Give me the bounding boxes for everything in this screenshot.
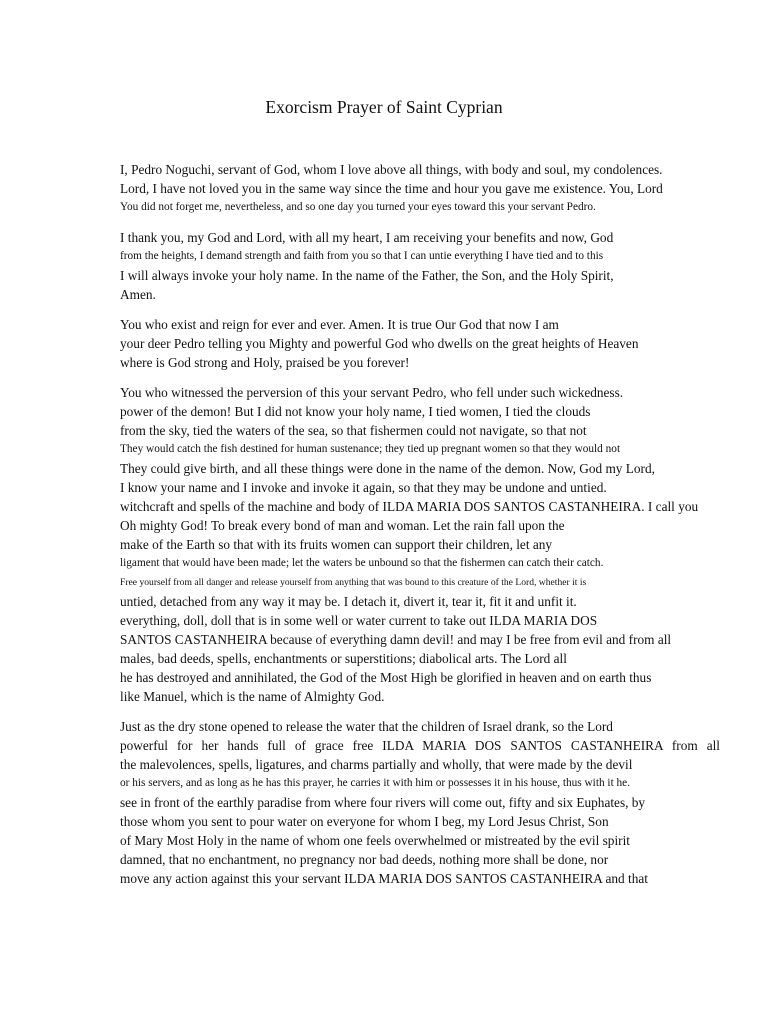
text-line: I thank you, my God and Lord, with all my heart, I am receiving your benefits and now, God: [120, 230, 614, 245]
text-line: SANTOS CASTANHEIRA because of everything damn devil! and may I be free from evil and from all: [120, 632, 672, 647]
paragraph: [120, 383, 720, 706]
paragraph: [120, 315, 720, 372]
text-line: ligament that would have been made; let the waters be unbound so that the fishermen can catch their catch.: [120, 557, 604, 569]
text-line: males, bad deeds, spells, enchantments or superstitions; diabolical arts. The Lord all: [120, 651, 567, 666]
text-line: You who exist and reign for ever and ever. Amen. It is true Our God that now I am: [120, 317, 559, 332]
paragraph: [120, 228, 720, 304]
text-line: see in front of the earthly paradise from where four rivers will come out, fifty and six Euphates, by: [120, 795, 646, 810]
text-line: They could give birth, and all these things were done in the name of the demon. Now, God my Lord,: [120, 461, 655, 476]
text-line: They would catch the fish destined for human sustenance; they tied up pregnant women so that they would not: [120, 443, 621, 455]
text-line: or his servers, and as long as he has this prayer, he carries it with him or possesses it in his house, thus with it he.: [120, 777, 631, 789]
text-line: those whom you sent to pour water on everyone for whom I beg, my Lord Jesus Christ, Son: [120, 814, 609, 829]
text-line: Just as the dry stone opened to release the water that the children of Israel drank, so the Lord: [120, 719, 613, 734]
text-line: your deer Pedro telling you Mighty and powerful God who dwells on the great heights of Heaven: [120, 336, 639, 351]
text-line: power of the demon! But I did not know your holy name, I tied women, I tied the clouds: [120, 404, 591, 419]
text-line: You did not forget me, nevertheless, and so one day you turned your eyes toward this your servant Pedro.: [120, 201, 596, 213]
text-line: You who witnessed the perversion of this your servant Pedro, who fell under such wickedness.: [120, 385, 624, 400]
text-line: from the sky, tied the waters of the sea, so that fishermen could not navigate, so that not: [120, 423, 587, 438]
text-line: he has destroyed and annihilated, the God of the Most High be glorified in heaven and on earth thus: [120, 670, 652, 685]
text-line: untied, detached from any way it may be. I detach it, divert it, tear it, fit it and unfit it.: [120, 594, 577, 609]
text-line: Free yourself from all danger and release yourself from anything that was bound to this creature of the Lord, whether it is: [120, 577, 587, 588]
text-line: I, Pedro Noguchi, servant of God, whom I love above all things, with body and soul, my condolences.: [120, 162, 663, 177]
text-line: everything, doll, doll that is in some well or water current to take out ILDA MARIA DOS: [120, 613, 598, 628]
text-line: move any action against this your servant ILDA MARIA DOS SANTOS CASTANHEIRA and that: [120, 871, 648, 886]
text-line: from the heights, I demand strength and faith from you so that I can untie everything I have tied and to this: [120, 250, 604, 262]
text-line: like Manuel, which is the name of Almighty God.: [120, 689, 385, 704]
document-title: Exorcism Prayer of Saint Cyprian: [265, 97, 503, 117]
text-line: powerful for her hands full of grace free ILDA MARIA DOS SANTOS CASTANHEIRA from all: [120, 738, 720, 753]
text-line: the malevolences, spells, ligatures, and charms partially and wholly, that were made by the devil: [120, 757, 633, 772]
text-line: Oh mighty God! To break every bond of man and woman. Let the rain fall upon the: [120, 518, 565, 533]
text-line: where is God strong and Holy, praised be you forever!: [120, 355, 410, 370]
text-line: of Mary Most Holy in the name of whom one feels overwhelmed or mistreated by the evil spirit: [120, 833, 630, 848]
text-line: Amen.: [120, 287, 156, 302]
paragraph: [120, 717, 720, 888]
text-line: damned, that no enchantment, no pregnancy nor bad deeds, nothing more shall be done, nor: [120, 852, 609, 867]
text-line: Lord, I have not loved you in the same way since the time and hour you gave me existence. You, Lord: [120, 181, 663, 196]
text-line: I know your name and I invoke and invoke it again, so that they may be undone and untied.: [120, 480, 607, 495]
document-body: [120, 160, 720, 899]
text-line: make of the Earth so that with its fruits women can support their children, let any: [120, 537, 553, 552]
paragraph: [120, 160, 720, 217]
text-line: I will always invoke your holy name. In the name of the Father, the Son, and the Holy Spirit,: [120, 268, 614, 283]
text-line: witchcraft and spells of the machine and body of ILDA MARIA DOS SANTOS CASTANHEIRA. I call you: [120, 499, 699, 514]
